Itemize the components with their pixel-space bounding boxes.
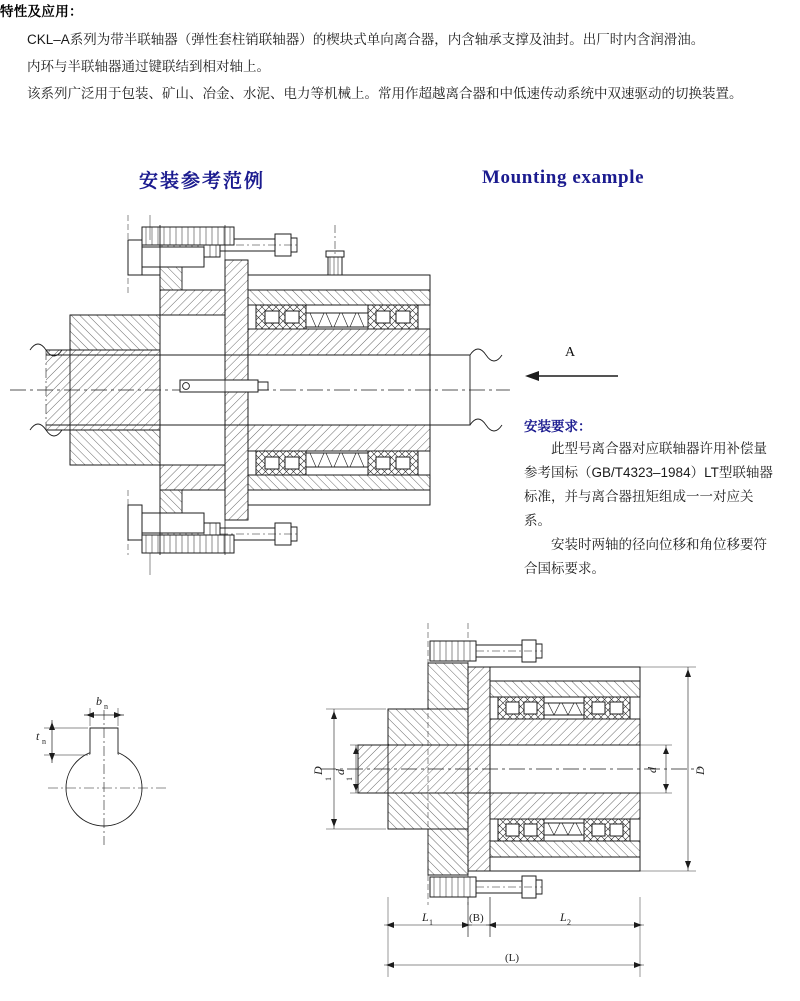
installation-note (524, 415, 774, 581)
dim-L-total: (L) (505, 952, 520, 964)
dim-D1: D (311, 766, 325, 775)
note-title: 安装要求： (524, 419, 592, 434)
svg-text:1: 1 (324, 777, 333, 781)
dim-L1: L (422, 910, 429, 924)
dim-d1: d (333, 769, 347, 775)
note-paragraph-2: 安装时两轴的径向位移和角位移要符合国标要求。 (524, 537, 767, 576)
direction-label: A (565, 345, 576, 360)
intro-text-block (0, 0, 800, 108)
paragraph-2: 内环与半联轴器通过键联结到相对轴上。 (27, 59, 270, 74)
figure-title-cn: 安装参考范例 (139, 171, 266, 192)
arrow-icon (523, 363, 633, 389)
note-paragraph-1: 此型号离合器对应联轴器许用补偿量参考国标（GB/T4323–1984）LT型联轴器标准，并与离合器扭矩组成一一对应关系。 (524, 441, 773, 528)
svg-text:n: n (104, 702, 108, 711)
dim-L2: L (560, 910, 567, 924)
svg-text:b: b (96, 694, 102, 708)
svg-text:1: 1 (345, 777, 354, 781)
dim-B: (B) (469, 912, 484, 924)
dim-d: d (645, 767, 659, 773)
assembly-drawing-bottom (300, 605, 720, 990)
direction-arrow-group (523, 345, 633, 385)
svg-text:n: n (42, 737, 46, 746)
paragraph-1: CKL–A系列为带半联轴器（弹性套柱销联轴器）的楔块式单向离合器，内含轴承支撑及油封。出厂时内含润滑油。 (27, 32, 705, 47)
keyway-detail-drawing (28, 660, 208, 860)
figure-title-en: Mounting example (482, 167, 645, 188)
paragraph-3: 该系列广泛用于包装、矿山、冶金、水泥、电力等机械上。常用作超越离合器和中低速传动系统中双速驱动的切换装置。 (27, 86, 743, 101)
svg-text:1: 1 (429, 918, 433, 927)
dim-D: D (693, 766, 707, 775)
section-heading: 特性及应用： (0, 4, 83, 19)
svg-text:t: t (36, 729, 40, 743)
assembly-drawing-top (10, 195, 520, 585)
svg-text:2: 2 (567, 918, 571, 927)
